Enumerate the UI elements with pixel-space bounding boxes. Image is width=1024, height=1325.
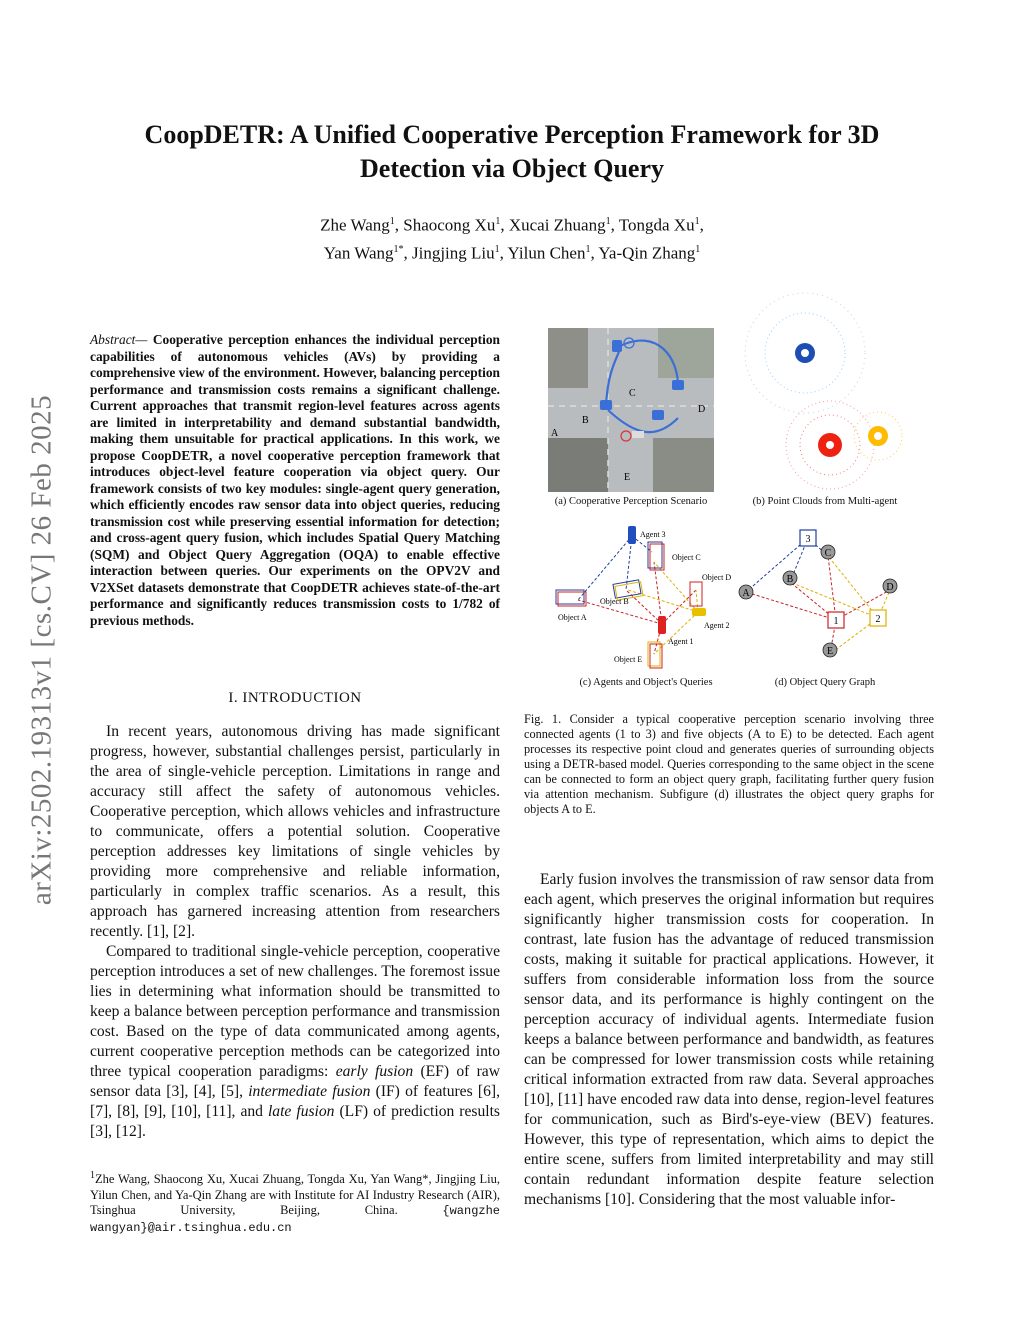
object-c-label: Object C <box>672 553 701 562</box>
agent-1-label: Agent 1 <box>668 637 694 646</box>
abstract-text: Cooperative perception enhances the individual perception capabilities of autonomous vehicles (AVs) by providing a comprehensive view of the environment. However, balancing perception performance and transmission costs remains a significant challenge. Current approaches that transmit region-level features across agents are limited in interpretability and demand substantial bandwidth, making them unsuitable for practical applications. In this work, we propose CoopDETR, a novel cooperative perception framework that introduces object-level feature cooperation via object query. Our framework consists of two key modules: single-agent query generation, which efficiently encodes raw sensor data into object queries, reducing transmission cost while preserving essential information for detection; and cross-agent query fusion, which includes Spatial Query Matching (SQM) and Object Query Aggregation (OQA) to enable effective interaction between queries. Our experiments on the OPV2V and V2XSet datasets demonstrate that CoopDETR achieves state-of-the-art performance and significantly reduces transmission costs to 1/782 of previous methods. <box>90 332 500 628</box>
arxiv-side-label: arXiv:2502.19313v1 [cs.CV] 26 Feb 2025 <box>25 394 58 906</box>
author-name: Shaocong Xu <box>403 215 496 235</box>
graph-node-c: C <box>824 548 832 559</box>
scene-label-e: E <box>624 472 631 483</box>
right-column <box>524 870 934 1210</box>
author-name: Ya-Qin Zhang <box>598 243 696 263</box>
scene-label-a: A <box>551 428 559 439</box>
author-name: Zhe Wang <box>320 215 390 235</box>
object-query-graph <box>742 518 910 668</box>
agents-queries-diagram <box>548 512 744 672</box>
subcaption-a: (a) Cooperative Perception Scenario <box>554 496 708 507</box>
intro-column <box>90 722 500 1142</box>
point-cloud-image <box>740 328 910 492</box>
graph-node-d: D <box>886 582 894 593</box>
author-name: Yilun Chen <box>507 243 586 263</box>
object-a-label: Object A <box>558 613 587 622</box>
figure-caption: Fig. 1. Consider a typical cooperative perception scenario involving three connected agents (1 to 3) and five objects (A to E) to be detected. Each agent processes its respective point cloud and generates queries of surrounding objects using a DETR-based model. Queries corresponding to the same object in the scene can be connected to form an object query graph, facilitating further query fusion via attention mechanism. Subfigure (d) illustrates the object query graphs for objects A to E. <box>524 712 934 816</box>
agent-2-label: Agent 2 <box>704 621 730 630</box>
abstract: Abstract— Cooperative perception enhances the individual perception capabilities of autonomous vehicles (AVs) by providing a comprehensive view of the environment. However, balancing perception performance and transmission costs remains a significant challenge. Current approaches that transmit region-level features across agents are limited in interpretability and demand substantial bandwidth, making them unsuitable for practical applications. In this work, we propose CoopDETR, a novel cooperative perception framework that introduces object-level feature cooperation via object query. Our framework consists of two key modules: single-agent query generation, which efficiently encodes raw sensor data into object queries, reducing transmission cost while preserving essential information for detection; and cross-agent query fusion, which includes Spatial Query Matching (SQM) and Object Query Aggregation (OQA) to enable effective interaction between queries. Our experiments on the OPV2V and V2XSet datasets demonstrate that CoopDETR achieves state-of-the-art performance and significantly reduces transmission costs to 1/782 of previous methods. <box>90 332 500 628</box>
object-d-label: Object D <box>702 573 732 582</box>
graph-node-2: 2 <box>875 614 881 625</box>
graph-node-1: 1 <box>833 616 839 627</box>
footnote-email: {wangzhe wangyan}@air.tsinghua.edu.cn <box>90 1204 500 1235</box>
paper-title: CoopDETR: A Unified Cooperative Perception Framework for 3D Detection via Object Query <box>144 120 880 183</box>
subcaption-b: (b) Point Clouds from Multi-agent <box>752 496 898 507</box>
graph-node-3: 3 <box>805 534 811 545</box>
graph-node-a: A <box>742 588 750 599</box>
section-heading: I. INTRODUCTION <box>228 690 362 706</box>
abstract-label: Abstract <box>90 332 136 347</box>
graph-node-e: E <box>826 646 834 657</box>
intro-paragraph-2: Compared to traditional single-vehicle perception, cooperative perception introduces a set of new challenges. The foremost issue lies in determining what information should be transmitted to keep a balance between perception performance and transmission cost. Based on the type of data communicated among agents, current cooperative perception methods can be categorized into three typical cooperation paradigms: early fusion (EF) of raw sensor data [3], [4], [5], intermediate fusion (IF) of features [6], [7], [8], [9], [10], [11], and late fusion (LF) of prediction results [3], [12]. <box>90 943 501 1140</box>
author-name: Jingjing Liu <box>412 243 495 263</box>
author-name: Tongda Xu <box>618 215 695 235</box>
subcaption-d: (d) Object Query Graph <box>774 677 876 688</box>
author-list <box>100 210 924 265</box>
author-line-1: Zhe Wang$^1$, Shaocong Xu$^1$, Xucai Zhuang$^1$, Tongda Xu$^1$, <box>320 215 704 235</box>
subcaption-c: (c) Agents and Object's Queries <box>579 677 713 688</box>
footnote: $^1$Zhe Wang, Shaocong Xu, Xucai Zhuang, Tongda Xu, Yan Wang*, Jingjing Liu, Yilun Chen, and Ya-Qin Zhang are with Institute for AI Industry Research (AIR), Tsinghua University, Beijing, China. {wangzhe wangyan}@air.tsinghua.edu.cn <box>90 1170 500 1235</box>
right-paragraph-1: Early fusion involves the transmission of raw sensor data from each agent, which preserves the original information but requires significantly higher transmission costs for cooperation. In contrast, late fusion has the advantage of reduced transmission costs, making it suitable for practical applications. However, it suffers from considerable information loss from the source sensor data, and its performance is highly contingent on the perception accuracy of individual agents. Intermediate fusion keeps a balance between performance and bandwidth, as features can be compressed for lower transmission costs while retaining critical information extracted from raw data. Several approaches [10], [11] have encoded raw data into dense, region-level features for communication, such as Bird's-eye-view (BEV) features. However, this type of representation, which aims to depict the entire scene, suffers from limited interpretability and may still contain redundant information despite feature selection mechanisms [10]. Considering that the most valuable infor- <box>524 871 934 1208</box>
scene-label-b: B <box>582 415 589 426</box>
author-line-2: Yan Wang$^{1*}$, Jingjing Liu$^1$, Yilun Chen$^1$, Ya-Qin Zhang$^1$ <box>323 243 701 263</box>
object-e-label: Object E <box>614 655 643 664</box>
intro-paragraph-1: In recent years, autonomous driving has made significant progress, however, substantial challenges persist, particularly in the area of single-vehicle perception. Limitations in range and accuracy still affect the safety of autonomous vehicles. Cooperative perception, which allows vehicles and infrastructure to communicate, offers a potential solution. Cooperative perception addresses key limitations of single vehicles by providing more comprehensive and reliable information, particularly in complex traffic scenarios. As a result, this approach has garnered increasing attention from researchers recently. [1], [2]. <box>90 723 500 940</box>
scene-label-d: D <box>698 404 706 415</box>
figure-1 <box>520 322 940 700</box>
scenario-image <box>548 328 714 492</box>
author-name: Yan Wang <box>323 243 394 263</box>
graph-node-b: B <box>786 574 794 585</box>
author-name: Xucai Zhuang <box>508 215 606 235</box>
agent-3-label: Agent 3 <box>640 530 666 539</box>
object-b-label: Object B <box>600 597 629 606</box>
scene-label-c: C <box>629 388 636 399</box>
